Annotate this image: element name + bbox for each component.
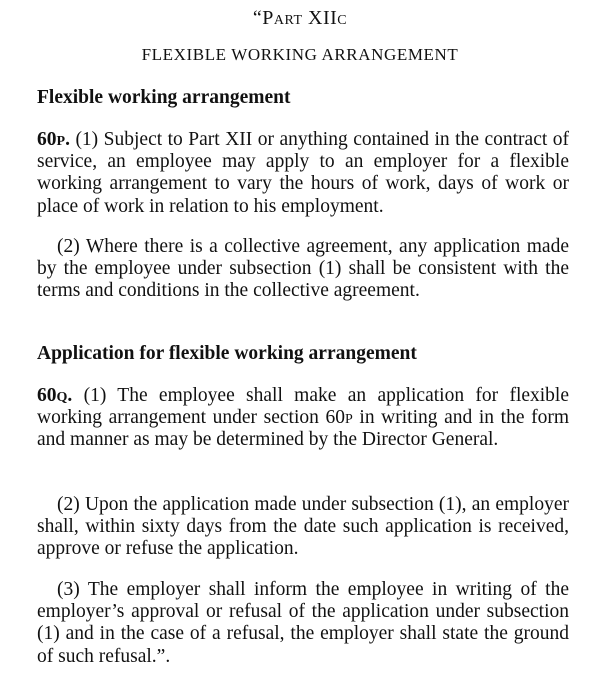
section-number-60p: 60p. [37, 129, 70, 150]
section-60q-para-3 [37, 579, 569, 668]
part-title-prefix: “P [252, 7, 274, 29]
section-number-suffix: q [56, 385, 68, 406]
part-title [0, 7, 600, 30]
part-title-word: art [273, 7, 303, 29]
paragraph-text: (1) The employee shall make an application for flexible working arrangement under section 60 [37, 385, 570, 429]
section-60p-para-2 [37, 236, 569, 303]
section-number-main: 60 [37, 129, 57, 150]
section-ref-suffix: p [345, 407, 353, 429]
paragraph-text: (1) Subject to Part XII or anything contained in the contract of service, an employee may apply to an employer for a flexible working arrangement to vary the hours of work, days of work or place of work in relation to his employment. [37, 129, 569, 217]
section-heading-60q: Application for flexible working arrangement [37, 343, 417, 364]
paragraph-text-continued: in writing and in the form and manner as may be determined by the Director General. [37, 407, 569, 451]
paragraph-text: (3) The employer shall inform the employee in writing of the employer’s approval or refusal of the application under subsection (1) and in the case of a refusal, the employer shall state the ground of such refusal.”. [37, 579, 569, 667]
part-title-number: XII [308, 7, 338, 29]
section-60p-para-1 [37, 129, 569, 218]
section-number-suffix: p [56, 129, 66, 150]
section-60q-para-1 [37, 385, 569, 452]
part-subtitle: FLEXIBLE WORKING ARRANGEMENT [141, 45, 459, 64]
section-60q-para-2 [37, 494, 569, 561]
paragraph-text: (2) Upon the application made under subsection (1), an employer shall, within sixty days from the date such application is received, approve or refuse the application. [37, 494, 569, 560]
section-number-main: 60 [37, 385, 57, 406]
section-heading-60p: Flexible working arrangement [37, 87, 291, 108]
section-number-60q: 60q. [37, 385, 73, 406]
paragraph-text: (2) Where there is a collective agreement, any application made by the employee under subsection (1) shall be consistent with the terms and conditions in the collective agreement. [37, 236, 569, 302]
part-title-suffix: c [337, 7, 348, 29]
